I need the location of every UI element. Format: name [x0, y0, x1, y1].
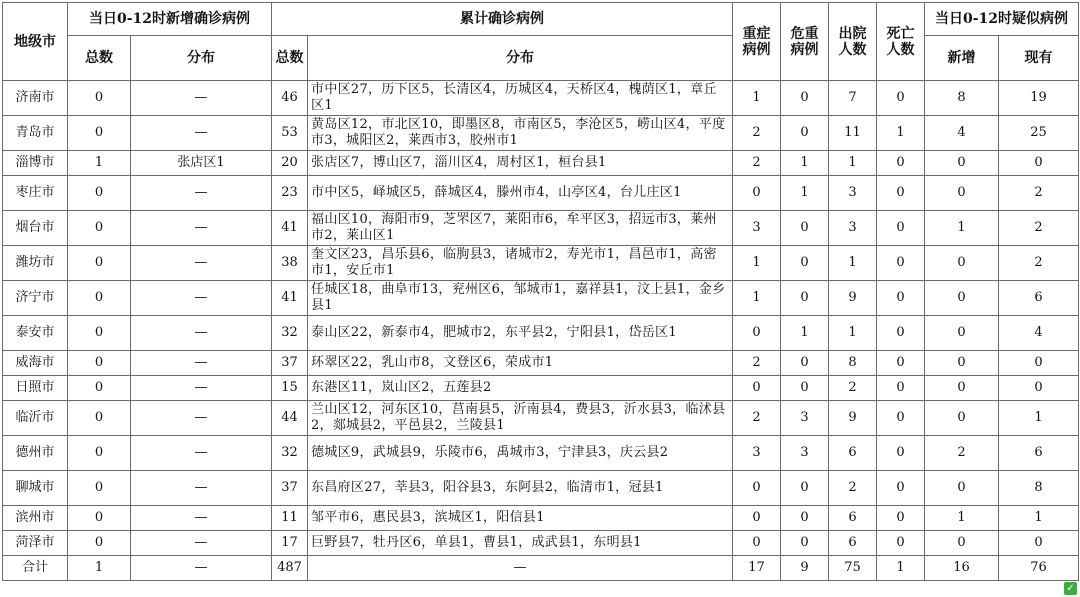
new-distribution-cell: — — [131, 116, 272, 151]
suspect-current-cell: 0 — [999, 531, 1079, 556]
cumulative-distribution-cell: 东港区11，岚山区2，五莲县2 — [308, 376, 733, 401]
critical-cell: 1 — [781, 151, 829, 176]
new-distribution-cell: — — [131, 506, 272, 531]
suspect-new-cell: 0 — [925, 401, 999, 436]
new-total-cell: 1 — [68, 151, 131, 176]
severe-cell: 3 — [733, 436, 781, 471]
deaths-cell: 0 — [877, 176, 925, 211]
cumulative-distribution-cell: 德城区9，武城县9，乐陵市6，禹城市3，宁津县3，庆云县2 — [308, 436, 733, 471]
header-suspect-group: 当日0-12时疑似病例 — [925, 3, 1079, 36]
header-new-group: 当日0-12时新增确诊病例 — [68, 3, 272, 36]
discharged-cell: 1 — [829, 316, 877, 351]
severe-cell: 2 — [733, 351, 781, 376]
header-cumulative-total: 总数 — [272, 36, 308, 81]
table-row — [3, 176, 1079, 211]
new-total-cell: 0 — [68, 531, 131, 556]
critical-cell: 0 — [781, 506, 829, 531]
table-row — [3, 531, 1079, 556]
new-total-cell: 0 — [68, 376, 131, 401]
table-row — [3, 506, 1079, 531]
severe-cell: 0 — [733, 316, 781, 351]
total-severe: 17 — [733, 556, 781, 581]
critical-cell: 1 — [781, 176, 829, 211]
check-icon[interactable]: ✓ — [1064, 582, 1077, 595]
new-distribution-cell: — — [131, 376, 272, 401]
total-deaths: 1 — [877, 556, 925, 581]
table-row — [3, 116, 1079, 151]
cumulative-total-cell: 15 — [272, 376, 308, 401]
new-distribution-cell: — — [131, 351, 272, 376]
suspect-new-cell: 0 — [925, 471, 999, 506]
cumulative-total-cell: 11 — [272, 506, 308, 531]
discharged-cell: 9 — [829, 281, 877, 316]
discharged-cell: 9 — [829, 401, 877, 436]
header-new-distribution: 分布 — [131, 36, 272, 81]
new-total-cell: 0 — [68, 211, 131, 246]
severe-cell: 1 — [733, 246, 781, 281]
severe-cell: 0 — [733, 376, 781, 401]
new-total-cell: 0 — [68, 116, 131, 151]
new-distribution-cell: — — [131, 81, 272, 116]
discharged-cell: 11 — [829, 116, 877, 151]
city-cell: 滨州市 — [3, 506, 68, 531]
city-cell: 青岛市 — [3, 116, 68, 151]
city-cell: 威海市 — [3, 351, 68, 376]
city-cell: 枣庄市 — [3, 176, 68, 211]
suspect-current-cell: 6 — [999, 281, 1079, 316]
deaths-cell: 0 — [877, 376, 925, 401]
suspect-new-cell: 1 — [925, 506, 999, 531]
header-cumulative-distribution: 分布 — [308, 36, 733, 81]
city-cell: 日照市 — [3, 376, 68, 401]
discharged-cell: 6 — [829, 506, 877, 531]
suspect-current-cell: 2 — [999, 211, 1079, 246]
suspect-new-cell: 0 — [925, 316, 999, 351]
critical-cell: 0 — [781, 246, 829, 281]
critical-cell: 0 — [781, 376, 829, 401]
table-row — [3, 246, 1079, 281]
new-total-cell: 0 — [68, 471, 131, 506]
suspect-current-cell: 2 — [999, 176, 1079, 211]
cumulative-distribution-cell: 巨野县7，牡丹区6，单县1，曹县1，成武县1，东明县1 — [308, 531, 733, 556]
severe-cell: 1 — [733, 281, 781, 316]
suspect-current-cell: 0 — [999, 151, 1079, 176]
critical-cell: 1 — [781, 316, 829, 351]
total-label: 合计 — [3, 556, 68, 581]
severe-cell: 2 — [733, 151, 781, 176]
deaths-cell: 0 — [877, 316, 925, 351]
city-cell: 潍坊市 — [3, 246, 68, 281]
deaths-cell: 0 — [877, 281, 925, 316]
discharged-cell: 1 — [829, 151, 877, 176]
city-cell: 泰安市 — [3, 316, 68, 351]
discharged-cell: 6 — [829, 531, 877, 556]
critical-cell: 0 — [781, 281, 829, 316]
total-row — [3, 556, 1079, 581]
new-distribution-cell: — — [131, 316, 272, 351]
header-suspect-new: 新增 — [925, 36, 999, 81]
critical-cell: 3 — [781, 401, 829, 436]
suspect-current-cell: 1 — [999, 401, 1079, 436]
severe-cell: 3 — [733, 211, 781, 246]
suspect-current-cell: 2 — [999, 246, 1079, 281]
cumulative-distribution-cell: 兰山区12，河东区10，莒南县5，沂南县4，费县3，沂水县3，临沭县2，郯城县2，平邑县2，兰陵县1 — [308, 401, 733, 436]
new-total-cell: 0 — [68, 281, 131, 316]
header-suspect-current: 现有 — [999, 36, 1079, 81]
cumulative-total-cell: 44 — [272, 401, 308, 436]
new-total-cell: 0 — [68, 176, 131, 211]
cumulative-distribution-cell: 福山区10，海阳市9，芝罘区7，莱阳市6，牟平区3，招远市3，莱州市2，莱山区1 — [308, 211, 733, 246]
cumulative-total-cell: 41 — [272, 211, 308, 246]
deaths-cell: 0 — [877, 531, 925, 556]
suspect-new-cell: 4 — [925, 116, 999, 151]
discharged-cell: 8 — [829, 351, 877, 376]
total-suspect-current: 76 — [999, 556, 1079, 581]
new-distribution-cell: — — [131, 246, 272, 281]
city-cell: 济宁市 — [3, 281, 68, 316]
table-row — [3, 471, 1079, 506]
suspect-new-cell: 0 — [925, 151, 999, 176]
severe-cell: 0 — [733, 531, 781, 556]
suspect-current-cell: 4 — [999, 316, 1079, 351]
city-cell: 菏泽市 — [3, 531, 68, 556]
discharged-cell: 3 — [829, 176, 877, 211]
table-row — [3, 151, 1079, 176]
total-critical: 9 — [781, 556, 829, 581]
cumulative-distribution-cell: 市中区5，峄城区5，薛城区4，滕州市4，山亭区4，台儿庄区1 — [308, 176, 733, 211]
cumulative-total-cell: 32 — [272, 436, 308, 471]
severe-cell: 0 — [733, 176, 781, 211]
new-total-cell: 0 — [68, 436, 131, 471]
new-distribution-cell: — — [131, 531, 272, 556]
discharged-cell: 2 — [829, 376, 877, 401]
suspect-new-cell: 8 — [925, 81, 999, 116]
deaths-cell: 1 — [877, 116, 925, 151]
discharged-cell: 1 — [829, 246, 877, 281]
table-row — [3, 351, 1079, 376]
discharged-cell: 2 — [829, 471, 877, 506]
suspect-new-cell: 0 — [925, 176, 999, 211]
critical-cell: 0 — [781, 351, 829, 376]
new-distribution-cell: — — [131, 401, 272, 436]
critical-cell: 3 — [781, 436, 829, 471]
cumulative-total-cell: 23 — [272, 176, 308, 211]
discharged-cell: 7 — [829, 81, 877, 116]
severe-cell: 2 — [733, 116, 781, 151]
city-cell: 济南市 — [3, 81, 68, 116]
deaths-cell: 0 — [877, 81, 925, 116]
new-distribution-cell: — — [131, 176, 272, 211]
header-discharged: 出院人数 — [829, 3, 877, 81]
new-total-cell: 0 — [68, 81, 131, 116]
table-row — [3, 316, 1079, 351]
deaths-cell: 0 — [877, 471, 925, 506]
critical-cell: 0 — [781, 81, 829, 116]
table-row — [3, 376, 1079, 401]
critical-cell: 0 — [781, 531, 829, 556]
discharged-cell: 6 — [829, 436, 877, 471]
total-discharged: 75 — [829, 556, 877, 581]
cumulative-distribution-cell: 黄岛区12，市北区10，即墨区8，市南区5，李沧区5，崂山区4，平度市3，城阳区2，莱西市3，胶州市1 — [308, 116, 733, 151]
suspect-new-cell: 1 — [925, 211, 999, 246]
new-distribution-cell: — — [131, 436, 272, 471]
deaths-cell: 0 — [877, 436, 925, 471]
cumulative-total-cell: 46 — [272, 81, 308, 116]
city-cell: 淄博市 — [3, 151, 68, 176]
table-row — [3, 436, 1079, 471]
new-distribution-cell: — — [131, 471, 272, 506]
cumulative-distribution-cell: 任城区18，曲阜市13，兖州区6，邹城市1，嘉祥县1，汶上县1，金乡县1 — [308, 281, 733, 316]
cumulative-total-cell: 37 — [272, 351, 308, 376]
city-cell: 聊城市 — [3, 471, 68, 506]
header-deaths: 死亡人数 — [877, 3, 925, 81]
table-row — [3, 281, 1079, 316]
suspect-current-cell: 0 — [999, 351, 1079, 376]
severe-cell: 0 — [733, 471, 781, 506]
new-total-cell: 0 — [68, 506, 131, 531]
cumulative-total-cell: 37 — [272, 471, 308, 506]
city-cell: 临沂市 — [3, 401, 68, 436]
suspect-new-cell: 0 — [925, 531, 999, 556]
suspect-current-cell: 8 — [999, 471, 1079, 506]
suspect-new-cell: 2 — [925, 436, 999, 471]
header-severe: 重症病例 — [733, 3, 781, 81]
cumulative-distribution-cell: 东昌府区27，莘县3，阳谷县3，东阿县2，临清市1，冠县1 — [308, 471, 733, 506]
deaths-cell: 0 — [877, 151, 925, 176]
cases-table — [2, 2, 1079, 581]
cumulative-total-cell: 41 — [272, 281, 308, 316]
cumulative-distribution-cell: 邹平市6，惠民县3，滨城区1，阳信县1 — [308, 506, 733, 531]
suspect-current-cell: 25 — [999, 116, 1079, 151]
severe-cell: 2 — [733, 401, 781, 436]
total-cumulative-total: 487 — [272, 556, 308, 581]
suspect-current-cell: 19 — [999, 81, 1079, 116]
header-critical: 危重病例 — [781, 3, 829, 81]
table-row — [3, 81, 1079, 116]
suspect-current-cell: 0 — [999, 376, 1079, 401]
critical-cell: 0 — [781, 471, 829, 506]
new-distribution-cell: 张店区1 — [131, 151, 272, 176]
severe-cell: 0 — [733, 506, 781, 531]
new-total-cell: 0 — [68, 401, 131, 436]
deaths-cell: 0 — [877, 246, 925, 281]
deaths-cell: 0 — [877, 351, 925, 376]
new-distribution-cell: — — [131, 211, 272, 246]
table-row — [3, 401, 1079, 436]
suspect-current-cell: 6 — [999, 436, 1079, 471]
deaths-cell: 0 — [877, 506, 925, 531]
cumulative-distribution-cell: 张店区7，博山区7，淄川区4，周村区1，桓台县1 — [308, 151, 733, 176]
header-city: 地级市 — [3, 3, 68, 81]
new-total-cell: 0 — [68, 316, 131, 351]
city-cell: 烟台市 — [3, 211, 68, 246]
critical-cell: 0 — [781, 116, 829, 151]
cumulative-total-cell: 17 — [272, 531, 308, 556]
new-total-cell: 0 — [68, 246, 131, 281]
total-cumulative-distribution: — — [308, 556, 733, 581]
header-new-total: 总数 — [68, 36, 131, 81]
total-new-distribution: — — [131, 556, 272, 581]
severe-cell: 1 — [733, 81, 781, 116]
city-cell: 德州市 — [3, 436, 68, 471]
cumulative-distribution-cell: 奎文区23，昌乐县6，临朐县3，诸城市2，寿光市1，昌邑市1，高密市1，安丘市1 — [308, 246, 733, 281]
discharged-cell: 3 — [829, 211, 877, 246]
header-cumulative-group: 累计确诊病例 — [272, 3, 733, 36]
cumulative-total-cell: 20 — [272, 151, 308, 176]
new-distribution-cell: — — [131, 281, 272, 316]
new-total-cell: 0 — [68, 351, 131, 376]
total-suspect-new: 16 — [925, 556, 999, 581]
suspect-new-cell: 0 — [925, 376, 999, 401]
cumulative-distribution-cell: 环翠区22，乳山市8，文登区6，荣成市1 — [308, 351, 733, 376]
deaths-cell: 0 — [877, 211, 925, 246]
suspect-new-cell: 0 — [925, 246, 999, 281]
deaths-cell: 0 — [877, 401, 925, 436]
suspect-current-cell: 1 — [999, 506, 1079, 531]
total-new-total: 1 — [68, 556, 131, 581]
suspect-new-cell: 0 — [925, 351, 999, 376]
cumulative-total-cell: 38 — [272, 246, 308, 281]
suspect-new-cell: 0 — [925, 281, 999, 316]
cumulative-total-cell: 53 — [272, 116, 308, 151]
cumulative-total-cell: 32 — [272, 316, 308, 351]
critical-cell: 0 — [781, 211, 829, 246]
cumulative-distribution-cell: 泰山区22，新泰市4，肥城市2，东平县2，宁阳县1，岱岳区1 — [308, 316, 733, 351]
table-row — [3, 211, 1079, 246]
cumulative-distribution-cell: 市中区27，历下区5，长清区4，历城区4，天桥区4，槐荫区1，章丘区1 — [308, 81, 733, 116]
